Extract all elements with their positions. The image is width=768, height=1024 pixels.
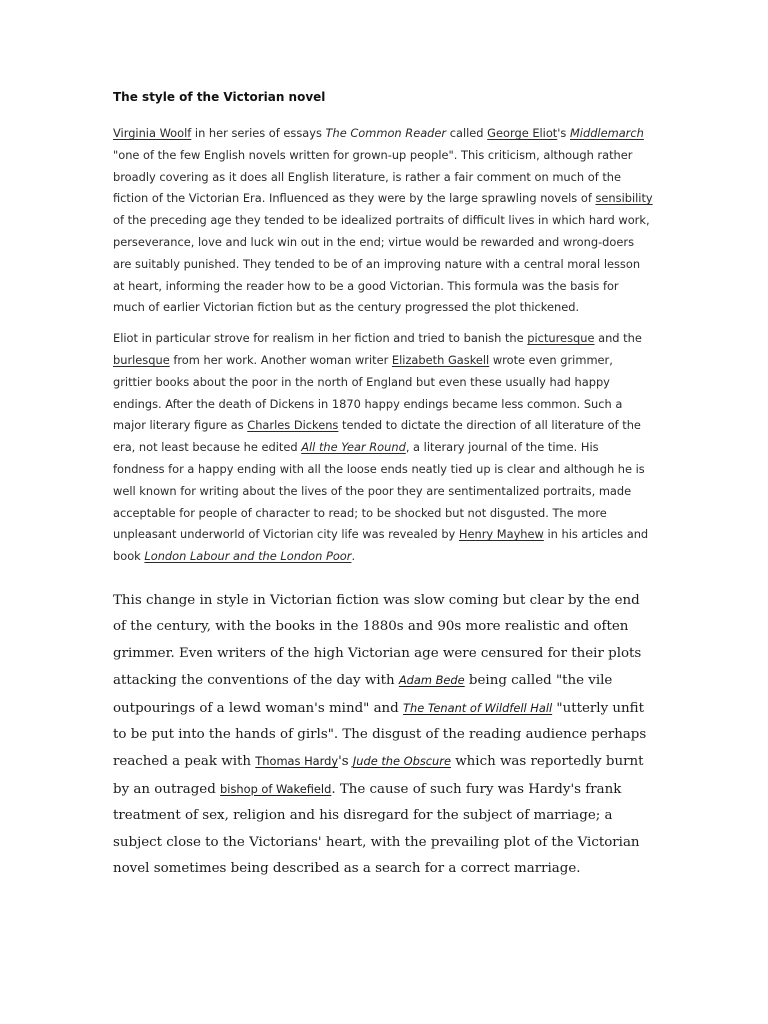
text-span: This change in style in Victorian fiction was slow coming but clear by the end of the century, with the books in the 1880s and 90s more realistic and often grimmer. Even writers of the high Victorian age were censured for their plots attacking the conventions of the day with xyxy=(113,592,642,689)
link-virginia-woolf[interactable]: Virginia Woolf xyxy=(113,126,192,140)
link-george-eliot[interactable]: George Eliot xyxy=(487,126,558,140)
text-span: wrote even grimmer, grittier books about the poor in the north of England but even these usually had happy endings. After the death of Dickens in 1870 happy endings became less common. Such a major literary figure as xyxy=(113,352,623,433)
document-page xyxy=(113,89,653,882)
link-all-the-year-round[interactable]: All the Year Round xyxy=(301,440,406,455)
text-span: Eliot in particular strove for realism in her fiction and tried to banish the xyxy=(113,331,528,346)
link-burlesque[interactable]: burlesque xyxy=(113,352,170,367)
text-span: . xyxy=(351,549,356,564)
link-middlemarch[interactable]: Middlemarch xyxy=(569,126,644,140)
text-span: from her work. Another woman writer xyxy=(169,352,392,367)
paragraph-eliot-realism xyxy=(113,328,653,568)
book-title-common-reader: The Common Reader xyxy=(325,126,447,140)
link-picturesque[interactable]: picturesque xyxy=(527,331,595,346)
link-thomas-hardy[interactable]: Thomas Hardy xyxy=(255,754,339,769)
text-span: , a literary journal of the time. His fondness for a happy ending with all the loose ends neatly tied up is clear and although he is well known for writing about the lives of the poor they are sentimentalized portraits, made acceptable for people of character to read; to be shocked but not disgusted. The more unpleasant underworld of Victorian city life was revealed by xyxy=(113,440,645,542)
text-span: "utterly unfit to be put into the hands of girls". The disgust of the reading audience perhaps reached a peak with xyxy=(113,700,647,770)
link-adam-bede[interactable]: Adam Bede xyxy=(398,673,465,688)
text-span: . The cause of such fury was Hardy's frank treatment of sex, religion and his disregard for the subject of marriage; a subject close to the Victorians' heart, with the prevailing plot of the Victorian novel sometimes being described as a search for a correct marriage. xyxy=(113,781,640,876)
link-tenant-of-wildfell-hall[interactable]: The Tenant of Wildfell Hall xyxy=(403,700,553,715)
text-span: in his articles and book xyxy=(113,527,649,564)
document-title: The style of the Victorian novel xyxy=(113,90,326,104)
link-sensibility[interactable]: sensibility xyxy=(595,191,653,206)
text-span: 's xyxy=(338,754,353,770)
link-london-labour[interactable]: London Labour and the London Poor xyxy=(144,549,352,564)
text-span: called xyxy=(446,126,488,140)
paragraph-woolf-criticism xyxy=(113,123,653,319)
text-span: "one of the few English novels written for grown-up people". This criticism, although rather broadly covering as it does all English literature, is rather a fair comment on much of the fiction of the Victorian Era. Influenced as they were by the large sprawling novels of xyxy=(113,147,633,206)
text-span: and the xyxy=(594,331,642,346)
text-span: in her series of essays xyxy=(191,126,326,140)
text-span: 's xyxy=(557,126,570,140)
link-elizabeth-gaskell[interactable]: Elizabeth Gaskell xyxy=(391,352,490,367)
paragraph-change-in-style xyxy=(113,588,653,882)
text-span: which was reportedly burnt by an outraged xyxy=(113,754,644,797)
text-span: tended to dictate the direction of all literature of the era, not least because he edited xyxy=(113,418,641,455)
text-span: of the preceding age they tended to be idealized portraits of difficult lives in which hard work, perseverance, love and luck win out in the end; virtue would be rewarded and wrong-doers are suitably punished. They tended to be of an improving nature with a central moral lesson at heart, informing the reader how to be a good Victorian. This formula was the basis for much of earlier Victorian fiction but as the century progressed the plot thickened. xyxy=(113,213,650,315)
link-henry-mayhew[interactable]: Henry Mayhew xyxy=(458,527,544,542)
text-span: being called "the vile outpourings of a lewd woman's mind" and xyxy=(113,673,613,716)
link-charles-dickens[interactable]: Charles Dickens xyxy=(247,418,339,433)
link-bishop-of-wakefield[interactable]: bishop of Wakefield xyxy=(220,781,332,796)
link-jude-the-obscure[interactable]: Jude the Obscure xyxy=(352,754,451,769)
